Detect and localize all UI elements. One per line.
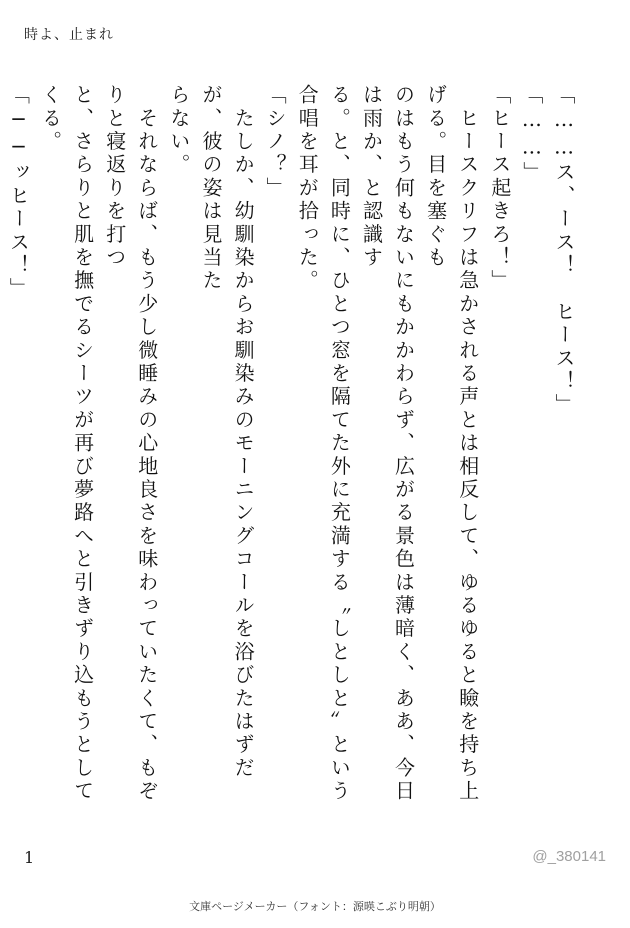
text-line: 「……」: [519, 84, 544, 185]
footer-credit: 文庫ページメーカー（フォント：源暎こぶり明朝）: [189, 900, 441, 913]
text-line: 「ヒース起きろ！」: [487, 84, 512, 293]
page-title: 時よ、止まれ: [24, 27, 114, 43]
page-number: 1: [24, 848, 35, 867]
text-line: らない。: [166, 84, 191, 177]
text-line: それならば、もう少し微睡みの心地良さを味わっていたくて、もぞりと寝返りを打つ: [102, 84, 159, 804]
text-line: たしか、幼馴染からお馴染みのモーニングコールを浴びたはずだが、彼の姿は見当た: [198, 84, 256, 780]
text-line: 「……ス、ース！ ヒース！」: [552, 84, 576, 417]
text-line: 「シノ？」: [263, 84, 288, 200]
text-line: と、さらりと肌を撫でるシーツが再び夢路へと引きずり込もうとしてくる。: [38, 84, 95, 804]
vertical-text-body: [0, 84, 580, 824]
text-line: [0, 84, 2, 824]
text-line: ヒースクリフは急かされる声とは相反して、ゆるゆると瞼を持ち上げる。目を塞ぐも: [423, 84, 480, 804]
text-line: のはもう何もないにもかかわらず、広がる景色は薄暗く、ああ、今日は雨か、と認識す: [359, 84, 416, 804]
text-line: 「──ッヒース！」: [6, 84, 31, 301]
author-handle: @_380141: [532, 848, 606, 865]
text-line: る。と、同時に、ひとつ窓を隔てた外に充満する〝しとしと〟という合唱を耳が拾った。: [295, 84, 352, 804]
